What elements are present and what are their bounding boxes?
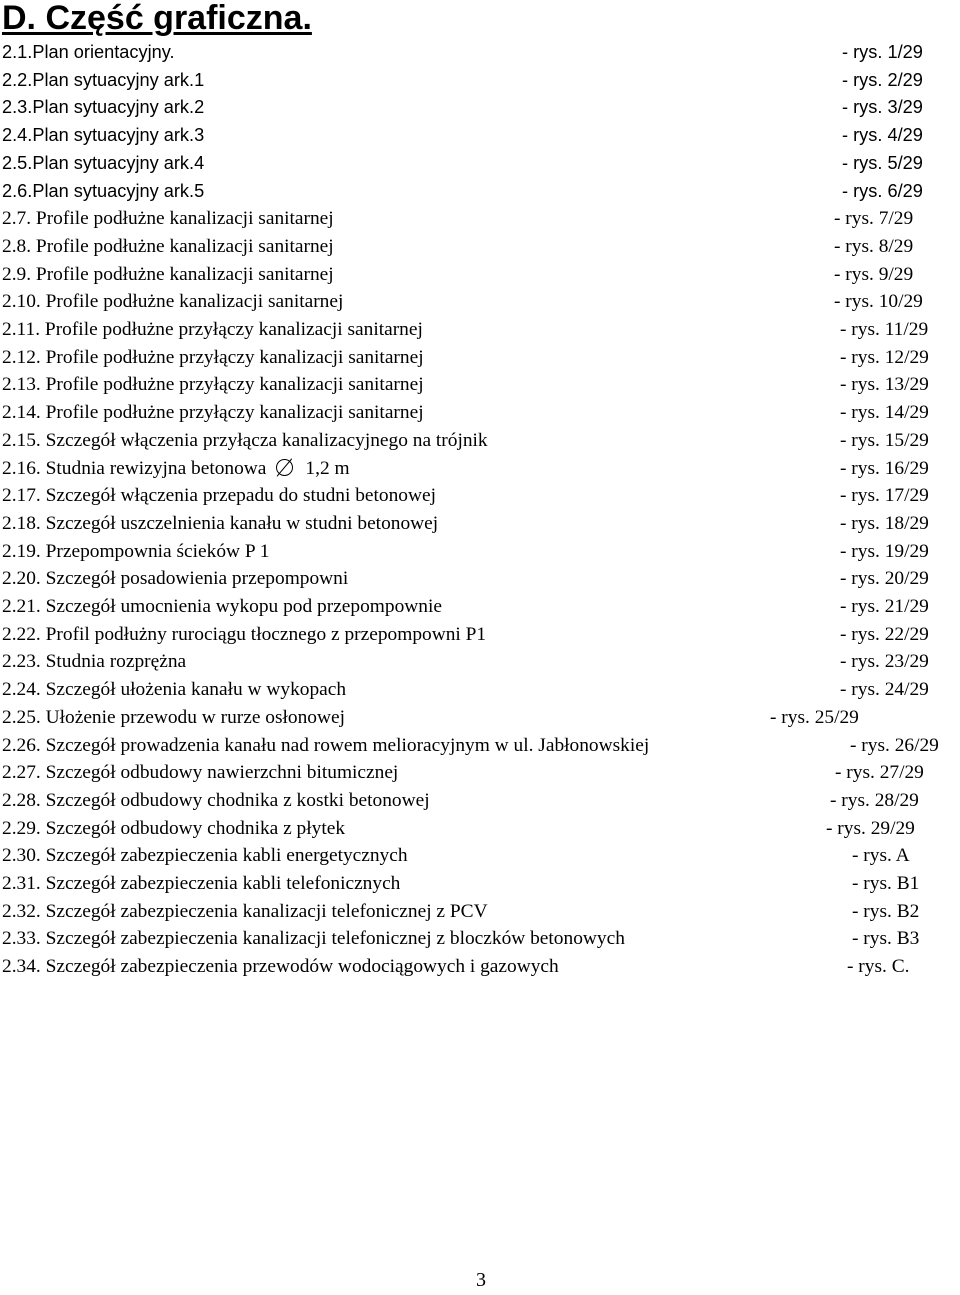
drawing-reference: - rys. 1/29	[842, 42, 923, 62]
page-number: 3	[476, 1269, 486, 1291]
drawing-reference: - rys. 4/29	[842, 125, 923, 146]
drawing-reference: - rys. 27/29	[835, 762, 924, 784]
item-label-text: 2.16. Studnia rewizyjna betonowa	[2, 457, 267, 479]
drawing-reference: - rys. 20/29	[840, 568, 929, 590]
item-label-text: 2.18. Szczegół uszczelnienia kanału w studni betonowej	[2, 512, 439, 534]
drawing-reference: - rys. 10/29	[834, 291, 923, 313]
list-item	[0, 759, 960, 787]
item-label-text: 2.3.Plan sytuacyjny ark.2	[2, 97, 205, 118]
list-item	[0, 261, 960, 289]
item-label-text: 2.21. Szczegół umocnienia wykopu pod przepompownie	[2, 596, 442, 617]
list-item	[0, 787, 960, 815]
item-label	[2, 178, 204, 206]
list-item	[0, 925, 960, 953]
list-item	[0, 815, 960, 843]
item-label	[2, 593, 442, 621]
item-label-text: 2.29. Szczegół odbudowy chodnika z płytek	[2, 817, 346, 839]
item-label-text: 2.8. Profile podłużne kanalizacji sanitarnej	[2, 235, 334, 257]
list-item	[0, 150, 960, 178]
drawing-reference: - rys. 29/29	[826, 817, 915, 839]
list-item	[0, 565, 960, 593]
list-item	[0, 316, 960, 344]
item-label-text: 2.27. Szczegół odbudowy nawierzchni bitumicznej	[2, 762, 399, 784]
item-label	[2, 344, 424, 372]
drawing-reference: - rys. 24/29	[840, 679, 929, 701]
item-label	[2, 288, 343, 316]
list-item	[0, 621, 960, 649]
item-label-text: 2.19. Przepompownia ścieków P 1	[2, 540, 270, 562]
item-label	[2, 621, 486, 649]
item-label-text: 2.25. Ułożenie przewodu w rurze osłonowej	[2, 706, 346, 728]
list-item	[0, 67, 960, 95]
list-item	[0, 704, 960, 732]
list-item	[0, 344, 960, 372]
item-label-text: 2.2.Plan sytuacyjny ark.1	[2, 69, 205, 90]
drawing-reference: - rys. 15/29	[840, 429, 929, 451]
item-label-text: 2.12. Profile podłużne przyłączy kanalizacji sanitarnej	[2, 346, 424, 368]
item-label-text: 2.23. Studnia rozprężna	[2, 651, 187, 673]
item-label-text: 2.32. Szczegół zabezpieczenia kanalizacji telefonicznej z PCV	[2, 900, 488, 922]
item-label-text: 2.34. Szczegół zabezpieczenia przewodów wodociągowych i gazowych	[2, 956, 559, 978]
drawing-reference: - rys. B2	[852, 900, 920, 922]
item-label-text: 2.5.Plan sytuacyjny ark.4	[2, 152, 205, 173]
item-label	[2, 399, 424, 427]
item-label	[2, 233, 334, 261]
item-label	[2, 898, 488, 926]
drawing-reference: - rys. C.	[847, 956, 910, 978]
list-item	[0, 510, 960, 538]
item-label-text: 2.10. Profile podłużne kanalizacji sanitarnej	[2, 291, 344, 313]
item-label	[2, 316, 423, 344]
item-label	[2, 732, 649, 760]
item-label-text: 2.14. Profile podłużne przyłączy kanalizacji sanitarnej	[2, 402, 424, 424]
list-item	[0, 482, 960, 510]
item-label	[2, 482, 436, 510]
item-label-text: 2.33. Szczegół zabezpieczenia kanalizacji telefonicznej z bloczków betonowych	[2, 928, 625, 950]
list-item	[0, 870, 960, 898]
list-item	[0, 94, 960, 122]
drawing-reference: - rys. 22/29	[840, 623, 929, 645]
list-item	[0, 898, 960, 926]
item-label	[2, 953, 559, 981]
list-item	[0, 233, 960, 261]
drawing-reference: - rys. 2/29	[842, 69, 923, 90]
list-item	[0, 178, 960, 206]
item-label	[2, 648, 186, 676]
item-label-text: 2.30. Szczegół zabezpieczenia kabli energetycznych	[2, 845, 408, 867]
item-label	[2, 261, 334, 289]
drawing-reference: - rys. 17/29	[840, 485, 929, 507]
item-label-text: 2.1.Plan orientacyjny.	[2, 42, 175, 62]
list-item	[0, 676, 960, 704]
item-label	[2, 122, 204, 150]
item-label	[2, 870, 400, 898]
item-label-text: 2.22. Profil podłużny rurociągu tłocznego z przepompowni P1	[2, 623, 487, 645]
item-label	[2, 371, 424, 399]
list-item	[0, 122, 960, 150]
drawing-reference: - rys. 12/29	[840, 346, 929, 368]
drawing-reference: - rys. 6/29	[842, 180, 923, 201]
list-item	[0, 399, 960, 427]
drawing-reference: - rys. 13/29	[840, 374, 929, 396]
section-title: D. Część graficzna.	[2, 0, 312, 37]
item-label	[2, 925, 625, 953]
list-item	[0, 953, 960, 981]
item-label	[2, 39, 175, 67]
list-item	[0, 205, 960, 233]
item-label-text: 2.4.Plan sytuacyjny ark.3	[2, 125, 205, 146]
drawing-reference: - rys. B1	[852, 873, 920, 894]
item-label	[2, 94, 204, 122]
drawing-reference: - rys. 21/29	[840, 596, 929, 617]
item-label-text: 2.7. Profile podłużne kanalizacji sanitarnej	[2, 208, 334, 230]
item-label-text: 2.9. Profile podłużne kanalizacji sanitarnej	[2, 263, 334, 285]
drawing-reference: - rys. 18/29	[840, 512, 929, 534]
drawing-reference: - rys. A	[852, 845, 910, 867]
item-label-text: 2.15. Szczegół włączenia przyłącza kanalizacyjnego na trójnik	[2, 429, 488, 451]
drawing-reference: - rys. 25/29	[770, 706, 859, 728]
list-item	[0, 842, 960, 870]
drawing-reference: - rys. 14/29	[840, 402, 929, 424]
item-label	[2, 787, 430, 815]
drawing-reference: - rys. B3	[852, 928, 920, 950]
item-label	[2, 759, 398, 787]
item-label-text: 2.6.Plan sytuacyjny ark.5	[2, 180, 205, 201]
item-label-text: 2.13. Profile podłużne przyłączy kanalizacji sanitarnej	[2, 374, 424, 396]
drawing-reference: - rys. 28/29	[830, 789, 919, 811]
item-label-text: 2.28. Szczegół odbudowy chodnika z kostki betonowej	[2, 789, 430, 811]
item-label	[2, 538, 269, 566]
list-item	[0, 371, 960, 399]
drawing-reference: - rys. 19/29	[840, 540, 929, 562]
item-label	[2, 676, 346, 704]
drawing-reference: - rys. 3/29	[842, 97, 923, 118]
item-label-text: 2.24. Szczegół ułożenia kanału w wykopach	[2, 679, 347, 701]
item-label	[2, 205, 334, 233]
drawing-reference: - rys. 9/29	[834, 263, 914, 285]
drawing-reference: - rys. 11/29	[840, 319, 929, 340]
item-label	[2, 704, 345, 732]
item-label-text: 2.26. Szczegół prowadzenia kanału nad rowem melioracyjnym w ul. Jabłonowskiej	[2, 734, 650, 756]
drawing-reference: - rys. 7/29	[834, 208, 914, 230]
item-label	[2, 427, 488, 455]
list-item	[0, 732, 960, 760]
item-label	[2, 150, 204, 178]
list-item	[0, 427, 960, 455]
item-label	[2, 455, 350, 483]
diameter-icon	[276, 459, 293, 476]
item-label-text: 2.17. Szczegół włączenia przepadu do studni betonowej	[2, 485, 436, 507]
item-label-text: 2.31. Szczegół zabezpieczenia kabli telefonicznych	[2, 873, 401, 894]
drawing-reference: - rys. 26/29	[850, 734, 939, 756]
list-item	[0, 593, 960, 621]
list-item	[0, 455, 960, 483]
item-label	[2, 67, 204, 95]
list-item	[0, 39, 960, 67]
item-label	[2, 565, 348, 593]
drawing-reference: - rys. 5/29	[842, 152, 923, 173]
list-item	[0, 288, 960, 316]
drawing-reference: - rys. 23/29	[840, 651, 929, 673]
item-label	[2, 815, 345, 843]
item-label	[2, 510, 438, 538]
drawing-reference: - rys. 16/29	[840, 457, 929, 479]
list-item	[0, 648, 960, 676]
list-item	[0, 538, 960, 566]
item-label-text: 2.11. Profile podłużne przyłączy kanalizacji sanitarnej	[2, 319, 423, 340]
drawing-reference: - rys. 8/29	[834, 235, 914, 257]
item-label-suffix: 1,2 m	[305, 457, 350, 479]
item-label	[2, 842, 408, 870]
item-label-text: 2.20. Szczegół posadowienia przepompowni	[2, 568, 349, 590]
